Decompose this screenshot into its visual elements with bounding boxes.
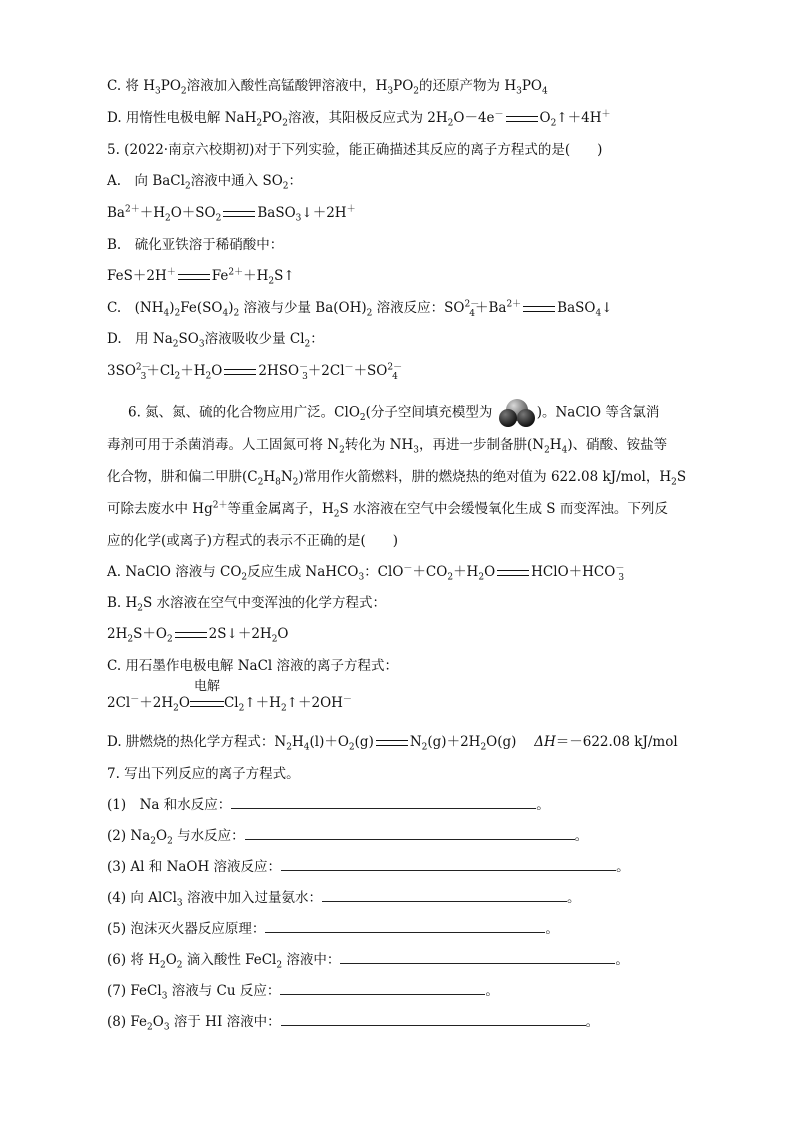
q6-intro-line2: 毒剂可用于杀菌消毒。人工固氮可将 $N_2$转化为 $NH_3$，再进一步制备肼$(N_2H_4)$、硝酸、铵盐等 (107, 437, 668, 456)
q7-stem: 7. 写出下列反应的离子方程式。 (107, 766, 300, 782)
answer-blank-5[interactable] (265, 920, 545, 933)
answer-blank-1[interactable] (231, 796, 536, 809)
answer-blank-2[interactable] (245, 827, 575, 840)
q6-option-b: B. $H_2S$ 水溶液在空气中变浑浊的化学方程式： (107, 595, 387, 614)
q7-item-4: (4) 向 AlCl$_3$ 溶液中加入过量氨水： 。 (107, 890, 581, 909)
q6-option-c: C. 用石墨作电极电解 NaCl 溶液的离子方程式： (107, 658, 399, 674)
q6-option-d: D. 肼燃烧的热化学方程式：$N_2H_4(l)+O_2(g)$ $N_2(g)+2H_2O(g)$ ΔH＝－622.08 kJ/mol (107, 734, 678, 753)
q7-item-5: (5) 泡沫灭火器反应原理： 。 (107, 921, 559, 937)
q4-option-c: C. 将 $H_3PO_2$溶液加入酸性高锰酸钾溶液中，$H_3PO_2$的还原产物为 $H_3PO_4$ (107, 78, 548, 97)
answer-blank-6[interactable] (340, 951, 615, 964)
q5-option-d: D. 用 $Na_2SO_3$溶液吸收少量 $Cl_2$： (107, 331, 324, 350)
q6-intro-line4: 可除去废水中 $Hg^{2+}$等重金属离子，$H_2S$ 水溶液在空气中会缓慢氧化生成 S 而变浑浊。下列反 (107, 500, 668, 520)
q5-option-c: C. $(NH_4)_2Fe(SO_4)_2$ 溶液与少量 $Ba(OH)_2$ 溶液反应：$SO^{2-}_4+Ba^{2+}$ BaSO$_4$↓ (107, 299, 613, 319)
q6-intro-line5: 应的化学(或离子)方程式的表示不正确的是( ) (107, 533, 399, 549)
answer-blank-8[interactable] (281, 1013, 586, 1026)
answer-blank-7[interactable] (280, 982, 485, 995)
electrolysis-condition-label: 电解 (193, 679, 220, 694)
q6-intro-line3: 化合物，肼和偏二甲肼$(C_2H_8N_2)$常用作火箭燃料，肼的燃烧热的绝对值为 622.08 kJ/mol，$H_2S$ (107, 469, 687, 488)
answer-blank-4[interactable] (322, 889, 567, 902)
q5-option-b: B. 硫化亚铁溶于稀硝酸中： (107, 237, 284, 253)
q7-item-2: (2) $Na_2O_2$ 与水反应： 。 (107, 828, 589, 847)
q6-intro-line1: 6. 氮、氮、硫的化合物应用广泛。ClO$_2$(分子空间填充模型为 )。NaClO 等含氯消 (128, 398, 659, 428)
q7-item-8: (8) $Fe_2O_3$ 溶于 HI 溶液中： 。 (107, 1014, 600, 1033)
q5-option-d-equation: $3SO^{2-}_3+Cl_2+H_2O$ $2HSO^-_3+2Cl^-+SO^{2-}_4$ (107, 362, 403, 382)
q4-option-d: D. 用惰性电极电解 $NaH_2PO_2$溶液，其阳极反应式为 $2H_2O-4e^-$ $O_2↑+4H^+$ (107, 109, 611, 129)
q7-item-3: (3) Al 和 NaOH 溶液反应： 。 (107, 859, 630, 875)
q7-item-1: (1) Na 和水反应： 。 (107, 797, 550, 813)
q5-option-b-equation: FeS＋2H＋ $Fe^{2+}+H_2S↑$ (107, 267, 295, 287)
q6-option-b-equation: $2H_2S+O_2$ $2S↓+2H_2O$ (107, 626, 289, 645)
q5-option-a-equation: $Ba^{2+}+H_2O+SO_2$ BaSO$_3$↓＋2H＋ (107, 204, 356, 224)
answer-blank-3[interactable] (281, 858, 616, 871)
q5-stem: 5. (2022·南京六校期初)对于下列实验，能正确描述其反应的离子方程式的是( ) (107, 142, 603, 158)
q5-option-a: A. 向 BaCl$_2$溶液中通入 $SO_2$： (107, 173, 303, 192)
q6-option-c-equation: $2Cl^-+2H_2O$ 电解 $Cl_2↑+H_2↑+2OH^-$ (107, 679, 352, 714)
q7-item-7: (7) FeCl$_3$ 溶液与 Cu 反应： 。 (107, 983, 499, 1002)
q7-item-6: (6) 将 $H_2O_2$ 滴入酸性 FeCl$_2$ 溶液中： 。 (107, 952, 629, 971)
clo2-space-filling-model-icon (497, 398, 537, 428)
q6-option-a: A. NaClO 溶液与 $CO_2$反应生成 NaHCO$_3$：$ClO^-+CO_2+H_2O$ $HClO+HCO^-_3$ (107, 563, 625, 583)
